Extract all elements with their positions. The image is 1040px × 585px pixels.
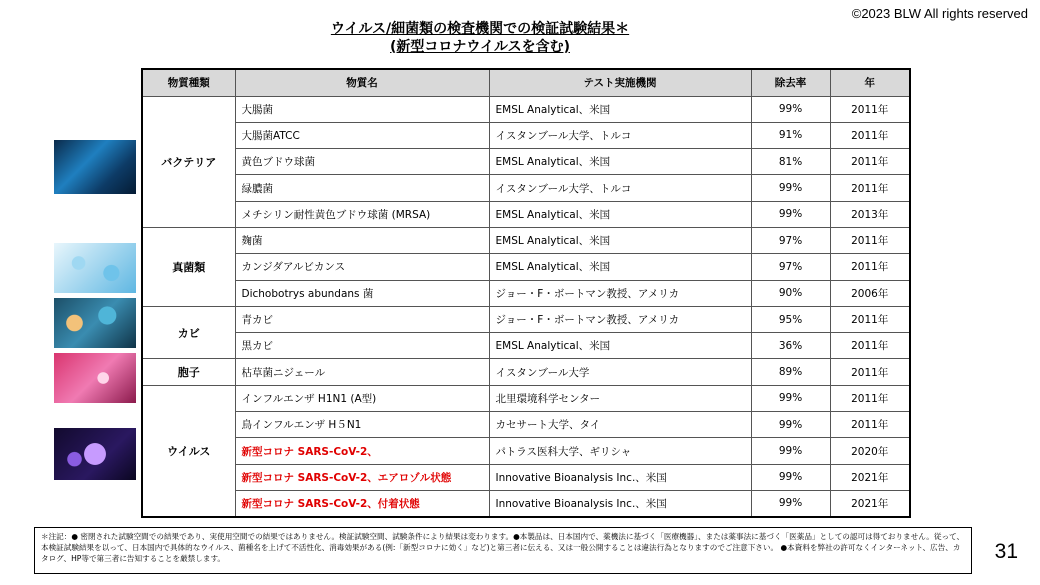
- header-substance-type: 物質種類: [142, 69, 235, 96]
- table-row: [142, 280, 910, 306]
- table-row: [142, 438, 910, 464]
- removal-rate: 90%: [751, 280, 830, 306]
- header-test-org: テスト実施機関: [489, 69, 751, 96]
- test-org: イスタンブール大学、トルコ: [489, 122, 751, 148]
- removal-rate: 81%: [751, 149, 830, 175]
- substance-name: メチシリン耐性黄色ブドウ球菌 (MRSA): [235, 201, 489, 227]
- test-org: カセサート大学、タイ: [489, 412, 751, 438]
- year: 2013年: [830, 201, 910, 227]
- year: 2011年: [830, 412, 910, 438]
- removal-rate: 99%: [751, 412, 830, 438]
- header-removal-rate: 除去率: [751, 69, 830, 96]
- table-row: [142, 175, 910, 201]
- substance-name-covid-surface: 新型コロナ SARS-CoV-2、付着状態: [235, 490, 489, 516]
- table-row: [142, 201, 910, 227]
- test-org: ジョー・F・ボートマン教授、アメリカ: [489, 306, 751, 332]
- page-number: 31: [994, 540, 1018, 563]
- table-row: [142, 306, 910, 332]
- substance-name: カンジダアルビカンス: [235, 254, 489, 280]
- mold-image: [54, 298, 136, 348]
- year: 2011年: [830, 254, 910, 280]
- removal-rate: 99%: [751, 438, 830, 464]
- year: 2011年: [830, 306, 910, 332]
- category-bacteria: バクテリア: [142, 96, 235, 227]
- test-results-table: [141, 68, 911, 518]
- table-row: [142, 412, 910, 438]
- year: 2011年: [830, 96, 910, 122]
- table-row: [142, 122, 910, 148]
- table-row: [142, 359, 910, 385]
- year: 2006年: [830, 280, 910, 306]
- category-spore: 胞子: [142, 359, 235, 385]
- page-title: [0, 20, 960, 56]
- year: 2011年: [830, 359, 910, 385]
- substance-name: 黒カビ: [235, 333, 489, 359]
- category-mold: カビ: [142, 306, 235, 359]
- spore-image: [54, 353, 136, 403]
- bacteria-image: [54, 140, 136, 194]
- substance-name: 麹菌: [235, 227, 489, 253]
- test-org: EMSL Analytical、米国: [489, 227, 751, 253]
- substance-name: インフルエンザ H1N1 (A型): [235, 385, 489, 411]
- test-org: Innovative Bioanalysis Inc.、米国: [489, 490, 751, 516]
- test-org: イスタンブール大学: [489, 359, 751, 385]
- table-row: [142, 385, 910, 411]
- substance-name: 大腸菌: [235, 96, 489, 122]
- table-row: [142, 96, 910, 122]
- title-line-2: (新型コロナウイルスを含む): [390, 39, 570, 55]
- removal-rate: 99%: [751, 385, 830, 411]
- year: 2011年: [830, 333, 910, 359]
- test-org: EMSL Analytical、米国: [489, 149, 751, 175]
- substance-name: 緑膿菌: [235, 175, 489, 201]
- substance-name: 青カビ: [235, 306, 489, 332]
- title-line-1: ウイルス/細菌類の検査機関での検証試験結果＊: [330, 21, 630, 37]
- category-virus: ウイルス: [142, 385, 235, 516]
- substance-name: 枯草菌ニジェール: [235, 359, 489, 385]
- substance-name: 大腸菌ATCC: [235, 122, 489, 148]
- fungi-image: [54, 243, 136, 293]
- test-org: EMSL Analytical、米国: [489, 96, 751, 122]
- removal-rate: 99%: [751, 175, 830, 201]
- category-fungi: 真菌類: [142, 227, 235, 306]
- table-row: [142, 254, 910, 280]
- year: 2011年: [830, 385, 910, 411]
- removal-rate: 99%: [751, 490, 830, 516]
- table-row: [142, 464, 910, 490]
- removal-rate: 89%: [751, 359, 830, 385]
- table-row: [142, 490, 910, 516]
- removal-rate: 99%: [751, 464, 830, 490]
- test-org: イスタンブール大学、トルコ: [489, 175, 751, 201]
- removal-rate: 95%: [751, 306, 830, 332]
- year: 2011年: [830, 122, 910, 148]
- removal-rate: 99%: [751, 201, 830, 227]
- removal-rate: 91%: [751, 122, 830, 148]
- test-org: Innovative Bioanalysis Inc.、米国: [489, 464, 751, 490]
- year: 2011年: [830, 227, 910, 253]
- substance-name: 黄色ブドウ球菌: [235, 149, 489, 175]
- substance-name-covid-aerosol: 新型コロナ SARS-CoV-2、エアロゾル状態: [235, 464, 489, 490]
- table-row: [142, 227, 910, 253]
- substance-name-covid: 新型コロナ SARS-CoV-2、: [235, 438, 489, 464]
- table-row: [142, 149, 910, 175]
- test-org: パトラス医科大学、ギリシャ: [489, 438, 751, 464]
- header-substance-name: 物質名: [235, 69, 489, 96]
- year: 2020年: [830, 438, 910, 464]
- substance-name: Dichobotrys abundans 菌: [235, 280, 489, 306]
- year: 2011年: [830, 149, 910, 175]
- test-org: ジョー・F・ボートマン教授、アメリカ: [489, 280, 751, 306]
- removal-rate: 97%: [751, 254, 830, 280]
- substance-name: 鳥インフルエンザ H５N1: [235, 412, 489, 438]
- test-org: EMSL Analytical、米国: [489, 254, 751, 280]
- test-org: EMSL Analytical、米国: [489, 201, 751, 227]
- removal-rate: 97%: [751, 227, 830, 253]
- table-row: [142, 333, 910, 359]
- year: 2021年: [830, 490, 910, 516]
- table-header-row: [142, 69, 910, 96]
- removal-rate: 99%: [751, 96, 830, 122]
- virus-image: [54, 428, 136, 480]
- test-org: EMSL Analytical、米国: [489, 333, 751, 359]
- removal-rate: 36%: [751, 333, 830, 359]
- test-org: 北里環境科学センター: [489, 385, 751, 411]
- year: 2011年: [830, 175, 910, 201]
- year: 2021年: [830, 464, 910, 490]
- copyright-text: ©2023 BLW All rights reserved: [851, 6, 1028, 21]
- header-year: 年: [830, 69, 910, 96]
- disclaimer-note: ＊注記：● 密閉された試験空間での結果であり、実使用空間での結果ではありません。検証試験空間、試験条件により結果は変わります。●本製品は、日本国内で、薬機法に基づく「医療機器」、または薬事法に基づく「医薬品」としての認可は得ておりません。従って、本検証試験結果を以って、日本国内で具体的なウイルス、菌種名を上げて不活性化、消毒効果がある(例:「新型コロナに効く」など)と第三者に伝える、又は一般公開することは違法行為となりますのでご注意下さい。 ●本資料を弊社の許可なくインターネット、広告、カタログ、HP等で第三者に告知することを厳禁します。: [34, 527, 972, 574]
